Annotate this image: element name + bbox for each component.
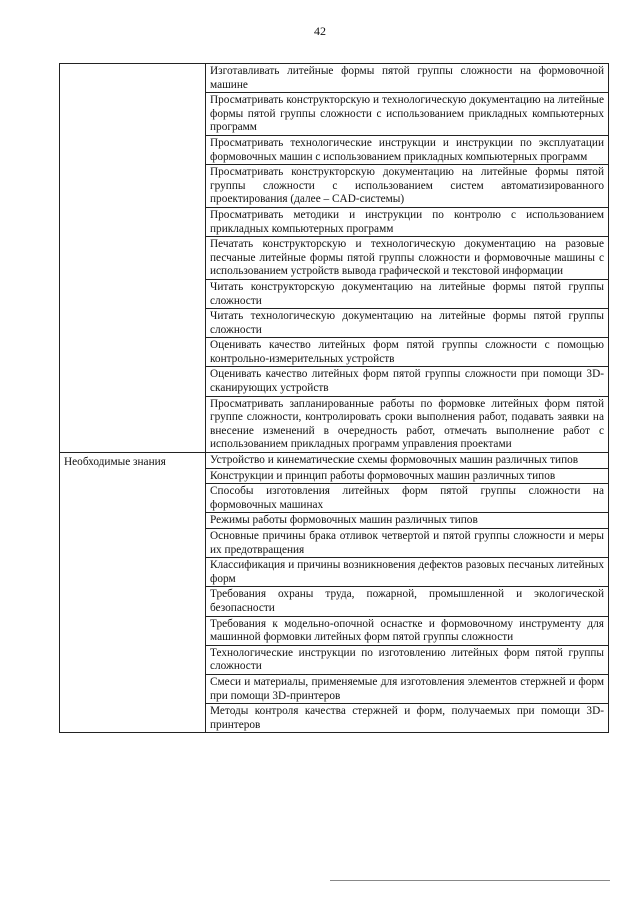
item-text: Режимы работы формовочных машин различных типов (206, 513, 609, 529)
section-label: Необходимые знания (60, 453, 206, 733)
item-text: Требования охраны труда, пожарной, промышленной и экологической безопасности (206, 587, 609, 616)
item-text: Конструкции и принцип работы формовочных машин различных типов (206, 468, 609, 484)
item-text: Методы контроля качества стержней и форм, получаемых при помощи 3D-принтеров (206, 704, 609, 733)
item-text: Печатать конструкторскую и технологическую документацию на разовые песчаные литейные формы пятой группы сложности и формовочные машины с использованием устройств вывода графической и текстовой информации (206, 237, 609, 280)
item-text: Классификация и причины возникновения дефектов разовых песчаных литейных форм (206, 558, 609, 587)
item-text: Просматривать методики и инструкции по контролю с использованием прикладных компьютерных программ (206, 207, 609, 236)
bottom-divider (330, 880, 610, 881)
item-text: Просматривать конструкторскую и технологическую документацию на литейные формы пятой группы сложности с использованием прикладных компьютерных программ (206, 93, 609, 136)
item-text: Способы изготовления литейных форм пятой группы сложности на формовочных машинах (206, 484, 609, 513)
item-text: Технологические инструкции по изготовлению литейных форм пятой группы сложности (206, 645, 609, 674)
competency-table (59, 63, 609, 733)
table-body (60, 64, 609, 733)
item-text: Устройство и кинематические схемы формовочных машин различных типов (206, 453, 609, 469)
table-row (60, 453, 609, 469)
item-text: Требования к модельно-опочной оснастке и формовочному инструменту для машинной формовки литейных форм пятой группы сложности (206, 616, 609, 645)
item-text: Просматривать конструкторскую документацию на литейные формы пятой группы сложности с использованием систем автоматизированного проектирования (далее – CAD-системы) (206, 165, 609, 208)
page-number: 42 (314, 24, 326, 38)
item-text: Оценивать качество литейных форм пятой группы сложности с помощью контрольно-измерительных устройств (206, 338, 609, 367)
item-text: Читать технологическую документацию на литейные формы пятой группы сложности (206, 309, 609, 338)
item-text: Смеси и материалы, применяемые для изготовления элементов стержней и форм при помощи 3D-принтеров (206, 674, 609, 703)
item-text: Оценивать качество литейных форм пятой группы сложности при помощи 3D-сканирующих устройств (206, 367, 609, 396)
section-label (60, 64, 206, 453)
item-text: Просматривать запланированные работы по формовке литейных форм пятой группе сложности, контролировать сроки выполнения работ, подавать заявки на внесение изменений в очередность работ, отмечать выполнение работ с использованием прикладных программ управления проектами (206, 396, 609, 452)
item-text: Изготавливать литейные формы пятой группы сложности на формовочной машине (206, 64, 609, 93)
item-text: Читать конструкторскую документацию на литейные формы пятой группы сложности (206, 279, 609, 308)
item-text: Просматривать технологические инструкции и инструкции по эксплуатации формовочных машин с использованием прикладных компьютерных программ (206, 135, 609, 164)
table-row (60, 64, 609, 93)
item-text: Основные причины брака отливок четвертой и пятой группы сложности и меры их предотвращения (206, 529, 609, 558)
